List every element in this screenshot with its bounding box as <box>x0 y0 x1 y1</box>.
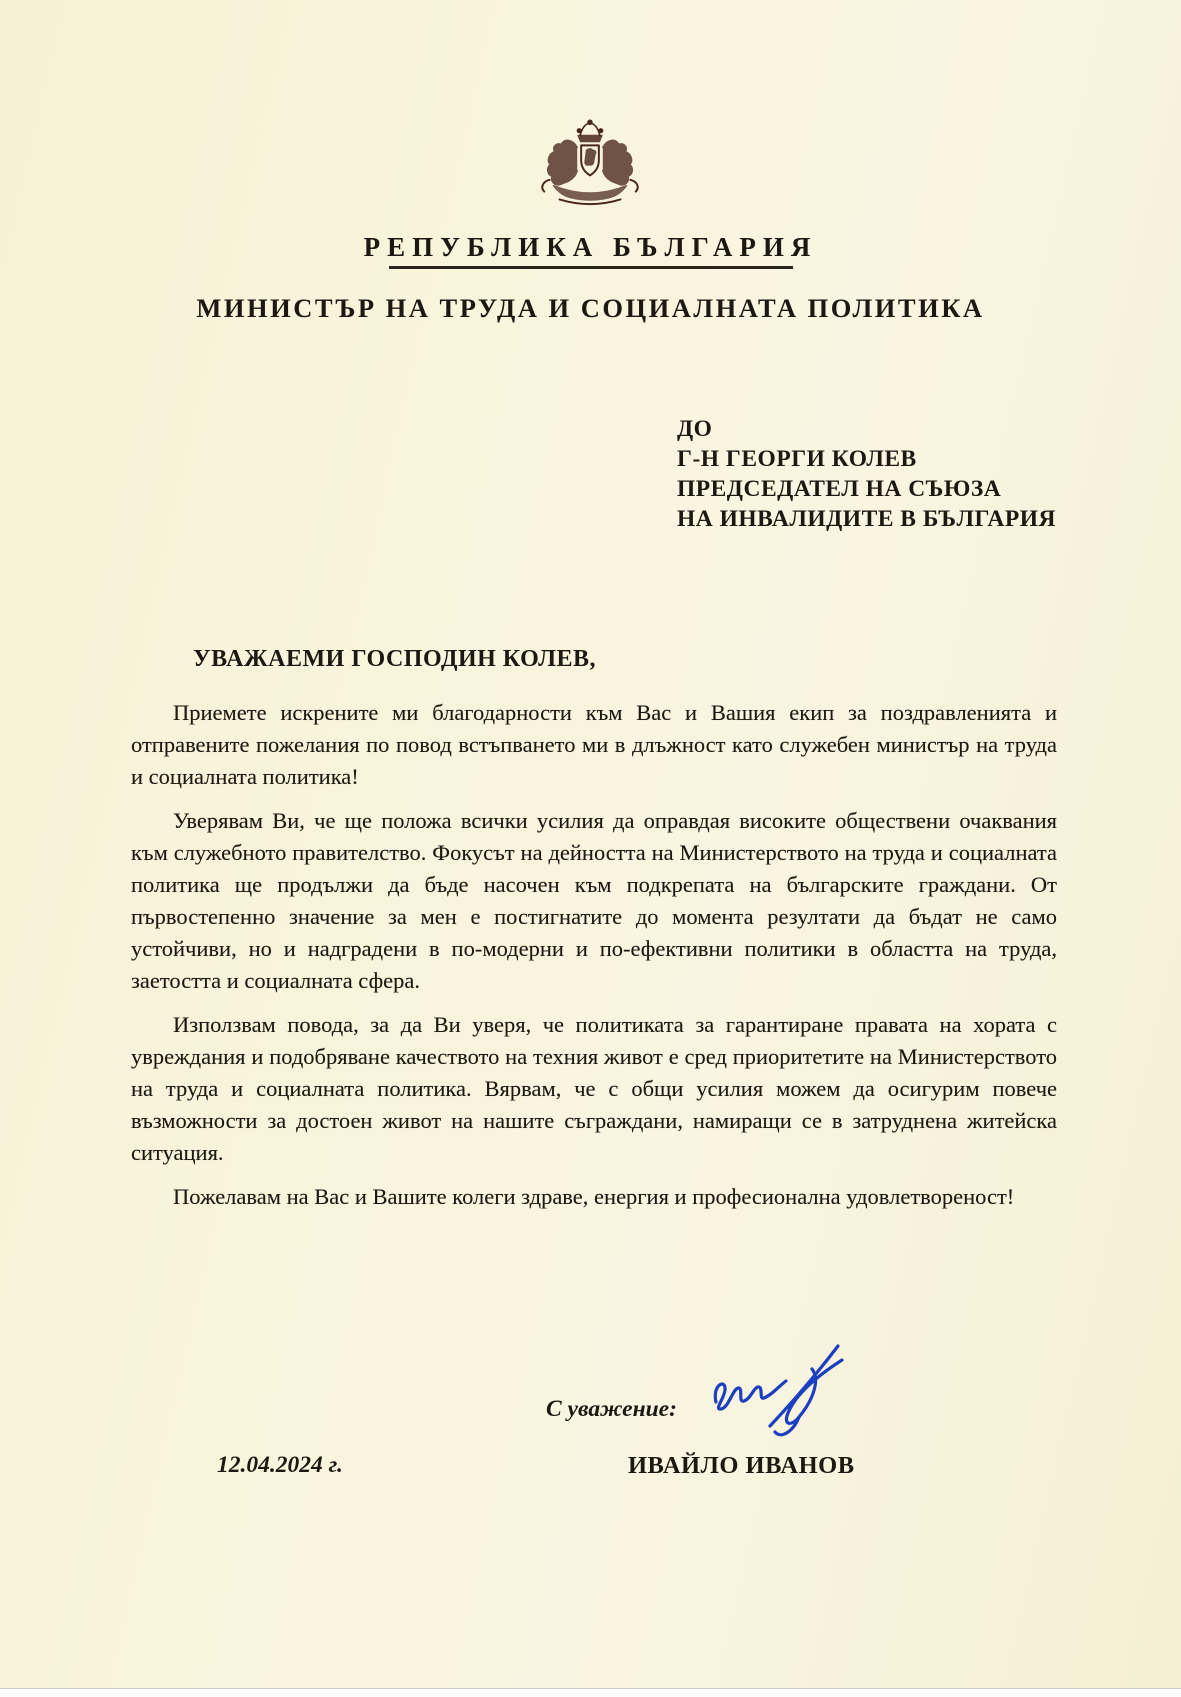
valediction: С уважение: <box>546 1396 677 1422</box>
letter-body <box>131 697 1057 1225</box>
paragraph-wishes: Пожелавам на Вас и Вашите колеги здраве, енергия и професионална удовлетвореност! <box>173 1184 1015 1209</box>
salutation: УВАЖАЕМИ ГОСПОДИН КОЛЕВ, <box>193 646 596 672</box>
recipient-block <box>677 414 1056 534</box>
paragraph-thanks: Приемете искрените ми благодарности към Вас и Вашия екип за поздравленията и отправените пожелания по повод встъпването ми в длъжност като служебен министър на труда и социалната политика! <box>131 700 1057 789</box>
country-title: РЕПУБЛИКА БЪЛГАРИЯ <box>363 232 818 262</box>
handwritten-signature-icon <box>706 1338 866 1448</box>
paragraph-assurance: Уверявам Ви, че ще положа всички усилия да оправдая високите обществени очаквания към служебното правителство. Фокусът на дейността на Министерството на труда и социалната политика ще продължи да бъде насочен към подкрепата на българските граждани. От първостепенно значение за мен е постигнатите до момента резултати да бъдат не само устойчиви, но и надградени в по-модерни и по-ефективни политики в областта на труда, заетостта и социалната сфера. <box>131 808 1057 993</box>
letter-date: 12.04.2024 г. <box>217 1452 343 1478</box>
letterhead-divider <box>389 266 793 269</box>
scan-artifact-strip <box>0 1688 1181 1697</box>
recipient-line-title: ПРЕДСЕДАТЕЛ НА СЪЮЗА <box>677 476 1002 502</box>
recipient-line-name: Г-Н ГЕОРГИ КОЛЕВ <box>677 446 917 472</box>
signer-name: ИВАЙЛО ИВАНОВ <box>628 1452 855 1479</box>
paragraph-priorities: Използвам повода, за да Ви уверя, че политиката за гарантиране правата на хората с увреждания и подобряване качеството на техния живот е сред приоритетите на Министерството на труда и социалната политика. Вярвам, че с общи усилия можем да осигурим повече възможности за достоен живот на нашите съграждани, намиращи се в затруднена житейска ситуация. <box>131 1012 1057 1165</box>
recipient-line-to: ДО <box>677 416 713 442</box>
recipient-line-organization: НА ИНВАЛИДИТЕ В БЪЛГАРИЯ <box>677 506 1056 532</box>
bulgarian-coat-of-arms-icon <box>531 118 649 220</box>
ministry-title: МИНИСТЪР НА ТРУДА И СОЦИАЛНАТА ПОЛИТИКА <box>196 293 985 323</box>
